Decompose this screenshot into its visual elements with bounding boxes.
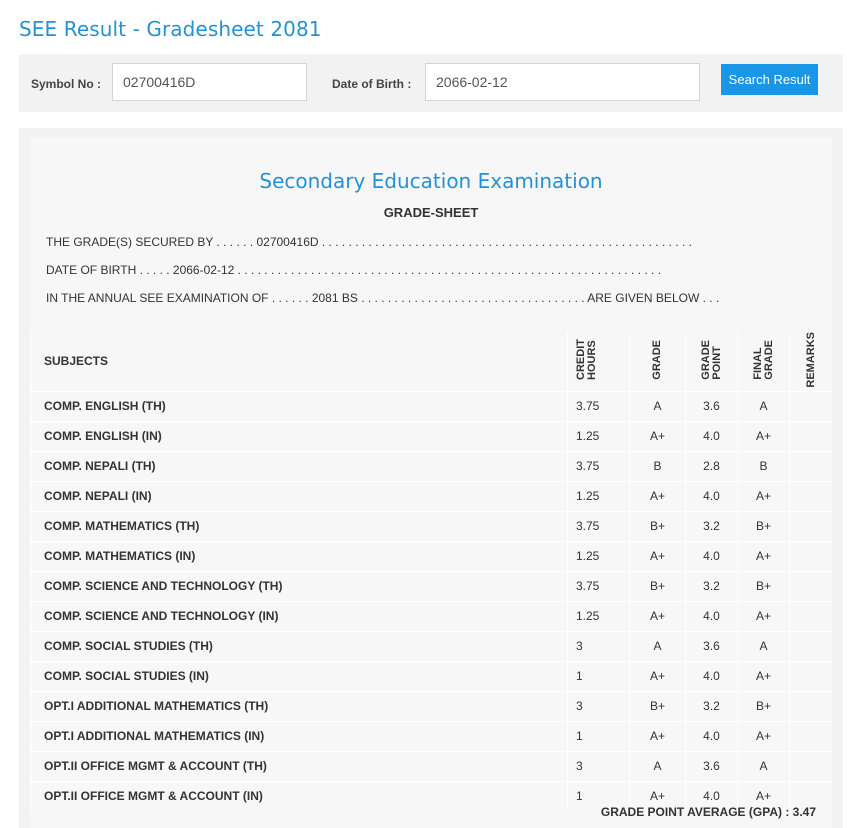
final-grade-cell: B <box>738 451 790 481</box>
final-grade-cell: A+ <box>738 481 790 511</box>
grade-cell: A+ <box>630 661 686 691</box>
grade-point-cell: 3.2 <box>686 571 738 601</box>
final-grade-cell: B+ <box>738 691 790 721</box>
final-grade-cell: B+ <box>738 571 790 601</box>
subject-cell: COMP. NEPALI (TH) <box>31 451 568 481</box>
final-grade-cell: A <box>738 391 790 421</box>
subject-cell: COMP. MATHEMATICS (TH) <box>31 511 568 541</box>
grade-point-cell: 4.0 <box>686 541 738 571</box>
table-row <box>31 511 833 541</box>
credit-hours-cell: 1.25 <box>568 481 630 511</box>
table-row <box>31 541 833 571</box>
remarks-cell <box>790 691 833 721</box>
credit-hours-cell: 3.75 <box>568 391 630 421</box>
grade-point-cell: 4.0 <box>686 721 738 751</box>
grade-point-cell: 3.6 <box>686 751 738 781</box>
gradesheet-container <box>19 128 843 828</box>
credit-hours-cell: 1 <box>568 661 630 691</box>
credit-hours-cell: 3.75 <box>568 511 630 541</box>
secured-by-line: THE GRADE(S) SECURED BY . . . . . . 02700416D . . . . . . . . . . . . . . . . . . . . . . . . . . . . . . . . . . . . . . . . . . . . . . . . . . . . . . . . <box>46 235 692 249</box>
subject-cell: OPT.I ADDITIONAL MATHEMATICS (TH) <box>31 691 568 721</box>
remarks-cell <box>790 481 833 511</box>
grade-heading: GRADE <box>651 339 663 380</box>
subject-cell: COMP. SCIENCE AND TECHNOLOGY (TH) <box>31 571 568 601</box>
symbol-no-input[interactable] <box>112 63 307 101</box>
remarks-cell <box>790 571 833 601</box>
search-panel <box>19 54 843 112</box>
grade-point-cell: 4.0 <box>686 481 738 511</box>
subject-cell: COMP. SOCIAL STUDIES (IN) <box>31 661 568 691</box>
final-grade-cell: B+ <box>738 511 790 541</box>
subject-cell: OPT.II OFFICE MGMT & ACCOUNT (IN) <box>31 781 568 811</box>
grade-point-heading: GRADE POINT <box>699 339 723 380</box>
table-row <box>31 391 833 421</box>
credit-hours-cell: 1.25 <box>568 421 630 451</box>
grades-table <box>30 332 832 811</box>
grade-cell: A+ <box>630 481 686 511</box>
remarks-cell <box>790 631 833 661</box>
grade-cell: B+ <box>630 571 686 601</box>
symbol-no-label: Symbol No : <box>31 77 102 91</box>
subject-cell: COMP. MATHEMATICS (IN) <box>31 541 568 571</box>
grade-point-cell: 4.0 <box>686 601 738 631</box>
grade-point-cell: 3.2 <box>686 691 738 721</box>
final-grade-cell: A+ <box>738 421 790 451</box>
grade-cell: B+ <box>630 511 686 541</box>
col-grade <box>630 332 686 391</box>
col-remarks <box>790 332 833 391</box>
credit-hours-cell: 3.75 <box>568 451 630 481</box>
grade-cell: A <box>630 751 686 781</box>
grade-cell: A <box>630 391 686 421</box>
final-grade-cell: A+ <box>738 601 790 631</box>
grade-cell: A+ <box>630 541 686 571</box>
col-subjects: SUBJECTS <box>31 332 568 391</box>
table-row <box>31 571 833 601</box>
table-row <box>31 721 833 751</box>
remarks-cell <box>790 511 833 541</box>
col-final-grade <box>738 332 790 391</box>
examination-line: IN THE ANNUAL SEE EXAMINATION OF . . . . . . 2081 BS . . . . . . . . . . . . . . . . . . . . . . . . . . . . . . . . . . ARE GIVEN BELOW . . . <box>46 291 720 305</box>
grade-point-cell: 3.6 <box>686 391 738 421</box>
grade-point-cell: 4.0 <box>686 661 738 691</box>
page-title: SEE Result - Gradesheet 2081 <box>19 17 322 41</box>
grade-point-cell: 4.0 <box>686 421 738 451</box>
credit-hours-cell: 3 <box>568 631 630 661</box>
table-row <box>31 751 833 781</box>
credit-hours-cell: 3 <box>568 691 630 721</box>
final-grade-cell: A+ <box>738 661 790 691</box>
remarks-cell <box>790 541 833 571</box>
final-grade-cell: A <box>738 631 790 661</box>
grade-point-cell: 4.0 <box>686 781 738 811</box>
table-row <box>31 481 833 511</box>
grade-cell: A <box>630 631 686 661</box>
final-grade-cell: A <box>738 751 790 781</box>
grade-cell: A+ <box>630 421 686 451</box>
grade-cell: B+ <box>630 691 686 721</box>
gradesheet-title: GRADE-SHEET <box>383 205 479 220</box>
date-of-birth-label: Date of Birth : <box>332 77 412 91</box>
date-of-birth-line: DATE OF BIRTH . . . . . 2066-02-12 . . . . . . . . . . . . . . . . . . . . . . . . . . . . . . . . . . . . . . . . . . . . . . . . . . . . . . . . . . . . . . . . <box>46 263 662 277</box>
table-row <box>31 661 833 691</box>
search-result-button[interactable]: Search Result <box>721 64 818 95</box>
final-grade-cell: A+ <box>738 721 790 751</box>
subject-cell: COMP. NEPALI (IN) <box>31 481 568 511</box>
remarks-cell <box>790 391 833 421</box>
grade-cell: B <box>630 451 686 481</box>
credit-hours-cell: 1.25 <box>568 601 630 631</box>
exam-title: Secondary Education Examination <box>259 169 603 193</box>
grade-cell: A+ <box>630 721 686 751</box>
subject-cell: COMP. ENGLISH (IN) <box>31 421 568 451</box>
subject-cell: COMP. SOCIAL STUDIES (TH) <box>31 631 568 661</box>
final-grade-heading: FINAL GRADE <box>751 339 775 380</box>
table-row <box>31 691 833 721</box>
table-header-row <box>31 332 833 391</box>
grade-cell: A+ <box>630 781 686 811</box>
table-row <box>31 601 833 631</box>
subject-cell: OPT.I ADDITIONAL MATHEMATICS (IN) <box>31 721 568 751</box>
grade-point-cell: 3.2 <box>686 511 738 541</box>
remarks-cell <box>790 601 833 631</box>
remarks-cell <box>790 421 833 451</box>
final-grade-cell: A+ <box>738 541 790 571</box>
gpa-summary: GRADE POINT AVERAGE (GPA) : 3.47 <box>600 805 816 819</box>
subject-cell: COMP. ENGLISH (TH) <box>31 391 568 421</box>
col-credit-hours <box>568 332 630 391</box>
grade-point-cell: 2.8 <box>686 451 738 481</box>
final-grade-cell: A+ <box>738 781 790 811</box>
table-row <box>31 631 833 661</box>
credit-hours-cell: 1.25 <box>568 541 630 571</box>
credit-hours-heading: CREDIT HOURS <box>575 339 598 381</box>
remarks-heading: REMARKS <box>804 332 817 388</box>
credit-hours-cell: 3.75 <box>568 571 630 601</box>
col-grade-point <box>686 332 738 391</box>
remarks-cell <box>790 661 833 691</box>
credit-hours-cell: 3 <box>568 751 630 781</box>
subject-cell: OPT.II OFFICE MGMT & ACCOUNT (TH) <box>31 751 568 781</box>
remarks-cell <box>790 451 833 481</box>
date-of-birth-input[interactable] <box>425 63 700 101</box>
credit-hours-cell: 1 <box>568 721 630 751</box>
table-row <box>31 421 833 451</box>
subject-cell: COMP. SCIENCE AND TECHNOLOGY (IN) <box>31 601 568 631</box>
grade-cell: A+ <box>630 601 686 631</box>
gradesheet <box>30 137 832 828</box>
grade-point-cell: 3.6 <box>686 631 738 661</box>
table-row <box>31 451 833 481</box>
remarks-cell <box>790 751 833 781</box>
remarks-cell <box>790 721 833 751</box>
credit-hours-cell: 1 <box>568 781 630 811</box>
